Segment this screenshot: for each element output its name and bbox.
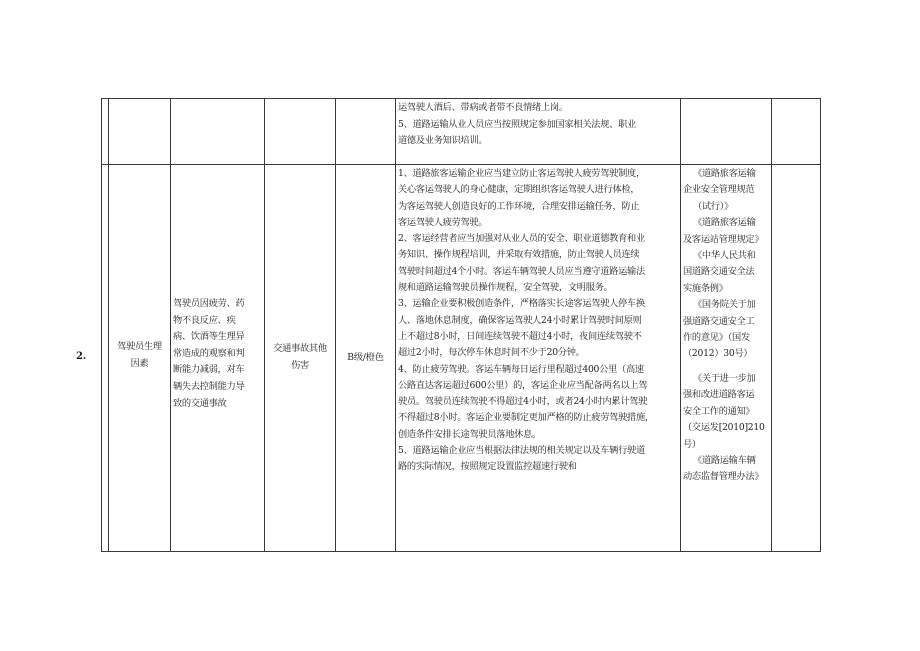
text-line: （交运发[2010]210 xyxy=(683,422,765,434)
text-line: 交通事故其他 xyxy=(273,343,327,354)
text-line: 人、落地休息制度，确保客运驾驶人24小时累计驾驶时间原则 xyxy=(398,314,642,326)
text-line: 病、饮酒等生理异 xyxy=(173,331,245,343)
text-line: 《中华人民共和 xyxy=(693,250,756,262)
text-line: 务知识、操作规程培训，并采取有效措施，防止驾驶人员连续 xyxy=(398,249,640,261)
text-line: 物不良反应、疾 xyxy=(173,314,236,326)
text-line: 规和道路运输驾驶员操作规程，安全驾驶，文明服务。 xyxy=(398,282,613,294)
text-line: 关心客运驾驶人的身心健康，定期组织客运驾驶人进行体检， xyxy=(398,184,640,196)
text-line: 驾驶时间超过4个小时。客运车辆驾驶人员应当遵守道路运输法 xyxy=(398,265,645,277)
text-line: 驾驶员因疲劳、药 xyxy=(173,298,245,309)
text-line: 实施条例》 xyxy=(683,282,728,294)
text-line: 运驾驶人酒后、带病或者带不良情绪上岗。 xyxy=(398,102,568,113)
text-line: 号） xyxy=(683,438,701,450)
text-line: 5、道路运输从业人员应当按照规定参加国家相关法规、职业 xyxy=(398,118,636,130)
text-line: 伤害 xyxy=(291,360,309,371)
text-line: 1、道路旅客运输企业应当建立防止客运驾驶人疲劳驾驶制度， xyxy=(398,168,645,179)
column-border xyxy=(680,98,681,552)
text-line: 辆失去控制能力导 xyxy=(173,380,245,392)
text-line: 《国务院关于加 xyxy=(693,299,756,311)
text-line: 安全工作的通知》 xyxy=(683,405,755,417)
control-measures xyxy=(398,166,654,476)
column-border xyxy=(771,98,772,552)
text-line: 断能力减弱，对车 xyxy=(173,364,245,376)
text-line: 2、客运经营者应当加强对从业人员的安全、职业道德教育和业 xyxy=(398,233,645,245)
text-line: 3、运输企业要积极创造条件，严格落实长途客运驾驶人停车换 xyxy=(398,298,645,310)
text-line: 动态监督管理办法》 xyxy=(683,471,764,483)
text-line: 公路直达客运超过600公里）的，客运企业应当配备两名以上驾 xyxy=(398,379,648,391)
column-border xyxy=(108,98,109,552)
risk-level: B级/橙色 xyxy=(347,352,384,363)
text-line: （试行）》 xyxy=(693,200,734,212)
text-line: 超过2小时，每次停车休息时间不少于20分钟。 xyxy=(398,347,585,359)
text-line: 作的意见》（国发 xyxy=(683,332,750,344)
text-line: 强和改进道路客运 xyxy=(683,389,755,401)
text-line: 上不超过8小时，日间连续驾驶不超过4小时，夜间连续驾驶不 xyxy=(398,330,642,342)
text-line: （2012）30号） xyxy=(683,348,753,360)
text-line: 致的交通事故 xyxy=(173,397,227,409)
text-line: 驶员。驾驶员连续驾驶不得超过4小时，或者24小时内累计驾驶 xyxy=(398,396,648,408)
text-line: 《道路旅客运输 xyxy=(693,217,756,229)
risk-category xyxy=(110,338,169,372)
text-line: 国道路交通安全法 xyxy=(683,266,755,278)
accident-type xyxy=(265,340,335,374)
text-line: 《道路旅客运输 xyxy=(693,168,756,179)
hazard-description xyxy=(173,296,245,412)
text-line: 及客运站管理规定》 xyxy=(683,233,764,245)
column-border xyxy=(820,98,821,552)
text-line: 强道路交通安全工 xyxy=(683,315,755,327)
text-line: 《道路运输车辆 xyxy=(693,454,756,466)
text-line: 因素 xyxy=(130,358,149,369)
text-line: 道德及业务知识培训。 xyxy=(398,135,488,146)
text-line: 驾驶员生理 xyxy=(117,341,162,352)
text-line: 客运驾驶人疲劳驾驶。 xyxy=(398,216,488,228)
text-line: 为客运驾驶人创造良好的工作环境，合理安排运输任务，防止 xyxy=(398,200,640,212)
text-line: 不得超过8小时。客运企业要制定更加严格的防止疲劳驾驶措施， xyxy=(398,412,654,424)
table-border-bottom xyxy=(101,551,820,552)
text-line: 常造成的观察和判 xyxy=(173,347,245,359)
column-border xyxy=(395,98,396,552)
text-line: 企业安全管理规范 xyxy=(683,184,755,196)
table-border-top xyxy=(101,98,820,99)
column-border xyxy=(170,98,171,552)
top-row-measures xyxy=(398,100,636,150)
row-divider xyxy=(101,164,820,165)
column-border xyxy=(264,98,265,552)
text-line xyxy=(683,363,765,371)
text-line: 路的实际情况，按照规定设置监控超速行驶和 xyxy=(398,461,577,473)
column-border xyxy=(335,98,336,552)
text-line: 创造条件安排长途驾驶员落地休息。 xyxy=(398,428,541,440)
column-border xyxy=(101,98,102,552)
text-line: 《关于进一步加 xyxy=(693,372,756,384)
row-number: 2. xyxy=(76,351,87,362)
text-line: 5、道路运输企业应当根据法律法规的相关规定以及车辆行驶道 xyxy=(398,445,645,457)
legal-basis xyxy=(683,166,765,486)
text-line: 4、防止疲劳驾驶。客运车辆每日运行里程超过400公里（高速 xyxy=(398,363,644,375)
